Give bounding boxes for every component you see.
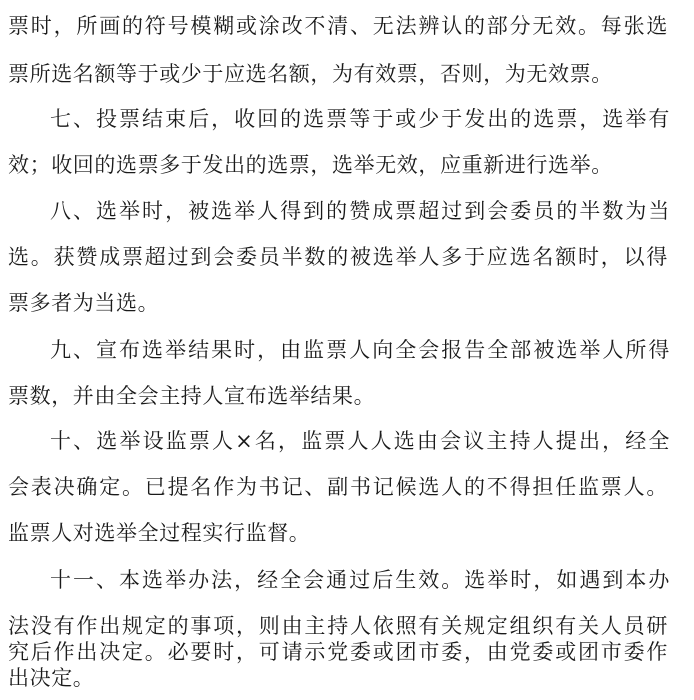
paragraph-7-line: 七、投票结束后，收回的选票等于或少于发出的选票，选举有: [50, 107, 670, 131]
text-line: 票多者为当选。: [8, 291, 160, 315]
text-line: 监票人对选举全过程实行监督。: [8, 521, 311, 545]
text-line: 究后作出决定。必要时，可请示党委或团市委，由党委或团市委作: [8, 640, 668, 664]
paragraph-8-line: 八、选举时，被选举人得到的赞成票超过到会委员的半数为当: [50, 199, 670, 223]
text-line: 票数，并由全会主持人宣布选举结果。: [8, 384, 376, 408]
paragraph-9-line: 九、宣布选举结果时，由监票人向全会报告全部被选举人所得: [50, 338, 670, 362]
paragraph-10-line: 十、选举设监票人×名，监票人人选由会议主持人提出，经全: [50, 429, 670, 453]
paragraph-11-line: 十一、本选举办法，经全会通过后生效。选举时，如遇到本办: [50, 568, 670, 592]
text-line: 法没有作出规定的事项，则由主持人依照有关规定组织有关人员研: [8, 614, 668, 638]
text-line: 出决定。: [8, 666, 95, 690]
text-line: 票时，所画的符号模糊或涂改不清、无法辨认的部分无效。每张选: [8, 14, 668, 38]
text-line: 选。获赞成票超过到会委员半数的被选举人多于应选名额时，以得: [8, 245, 668, 269]
text-line: 票所选名额等于或少于应选名额，为有效票，否则，为无效票。: [8, 62, 613, 86]
text-line: 效；收回的选票多于发出的选票，选举无效，应重新进行选举。: [8, 153, 613, 177]
text-line: 会表决确定。已提名作为书记、副书记候选人的不得担任监票人。: [8, 475, 668, 499]
